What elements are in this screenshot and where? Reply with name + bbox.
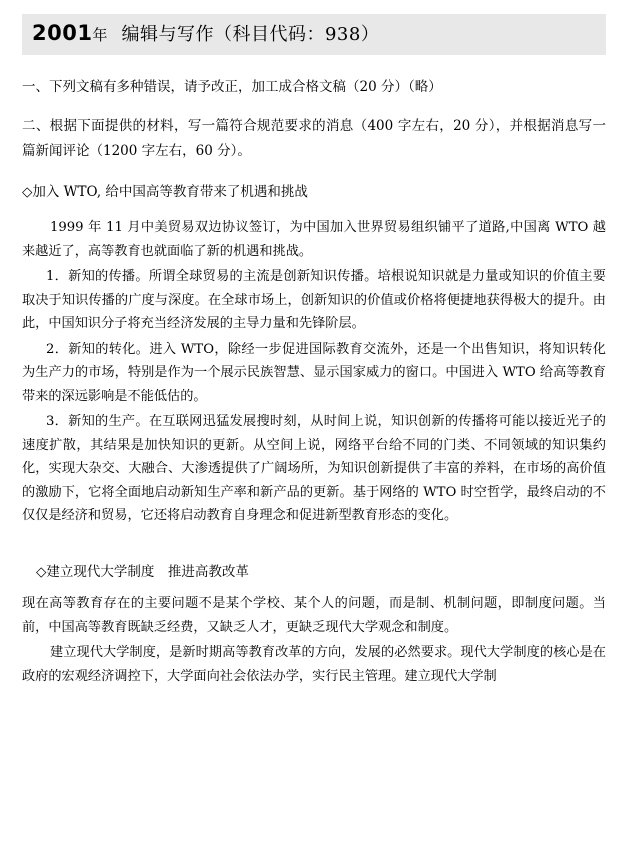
material-section-1-heading: ◇加入 WTO, 给中国高等教育带来了机遇和挑战	[22, 184, 308, 201]
page-title	[22, 14, 606, 55]
material-paragraph: 现在高等教育存在的主要问题不是某个学校、某个人的问题，而是制、机制问题，即制度问题。当前，中国高等教育既缺乏经费，又缺乏人才，更缺乏现代大学观念和制度。	[22, 596, 606, 635]
material-section-2-heading: ◇建立现代大学制度 推进高教改革	[36, 563, 249, 580]
exam-subject: 编辑与写作（科目代码：938）	[121, 24, 380, 45]
section-spacer	[22, 530, 606, 544]
question-1: 一、下列文稿有多种错误，请予改正，加工成合格文稿（20 分）（略）	[22, 79, 442, 96]
material-paragraph: 3．新知的生产。在互联网迅猛发展搜时刻，从时间上说，知识创新的传播将可能以接近光子的速度扩散，其结果是加快知识的更新。从空间上说，网络平台给不同的门类、不同领域的知识集约化，实现大杂交、大融合、大渗透提供了广阔场所，为知识创新提供了丰富的养料，在市场的高价值的激励下，它将全面地启动新知生产率和新产品的更新。基于网络的 WTO 时空哲学，最终启动的不仅仅是经济和贸易，它还将启动教育自身理念和促进新型教育形态的变化。	[22, 414, 606, 524]
question-2: 二、根据下面提供的材料，写一篇符合规范要求的消息（400 字左右，20 分），并根据消息写一篇新闻评论（1200 字左右，60 分）。	[22, 118, 606, 160]
exam-year: 2001	[32, 21, 93, 45]
material-paragraph: 建立现代大学制度，是新时期高等教育改革的方向，发展的必然要求。现代大学制度的核心是在政府的宏观经济调控下，大学面向社会依法办学，实行民主管理。建立现代大学制	[22, 645, 606, 684]
exam-year-unit: 年	[92, 26, 108, 44]
material-paragraph: 1．新知的传播。所谓全球贸易的主流是创新知识传播。培根说知识就是力量或知识的价值主要取决于知识传播的广度与深度。在全球市场上，创新知识的价值或价格将便捷地获得极大的提升。由此，中国知识分子将充当经济发展的主导力量和先锋阶层。	[22, 269, 606, 332]
material-paragraph: 1999 年 11 月中美贸易双边协议签订，为中国加入世界贸易组织铺平了道路,中国离 WTO 越来越近了，高等教育也就面临了新的机遇和挑战。	[22, 220, 606, 259]
material-paragraph: 2．新知的转化。进入 WTO，除经一步促进国际教育交流外，还是一个出售知识，将知识转化为生产力的市场，特别是作为一个展示民族智慧、显示国家威力的窗口。中国进入 WTO 给高等教育带来的深远影响是不能低估的。	[22, 341, 606, 404]
